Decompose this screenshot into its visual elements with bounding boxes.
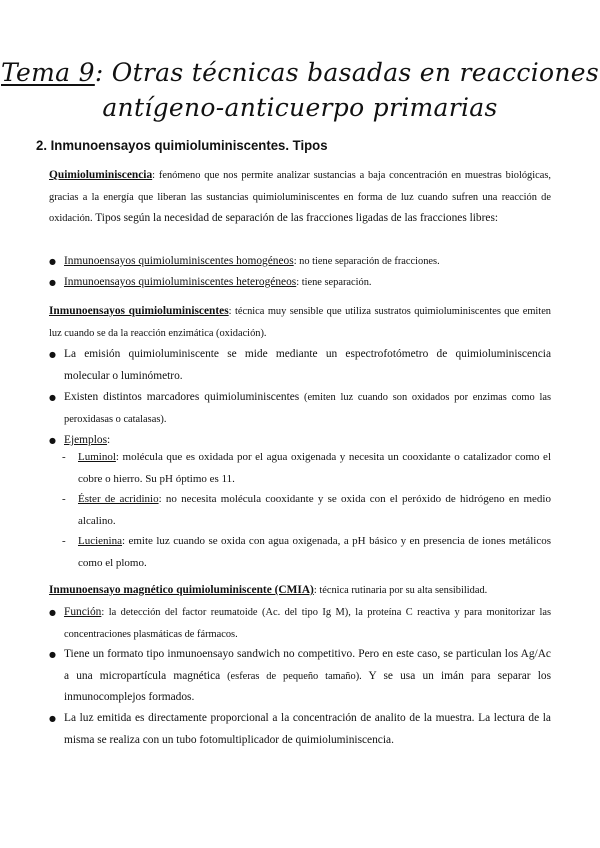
- dash-icon: -: [62, 451, 66, 463]
- bullet-icon: ●: [49, 714, 56, 723]
- sub-list-item: [62, 447, 551, 490]
- dash-icon: -: [62, 535, 66, 547]
- term-inmunoensayos: Inmunoensayos quimioluminiscentes: [49, 305, 229, 317]
- paragraph-cmia: [49, 580, 551, 602]
- section-heading: 2. Inmunoensayos quimioluminiscentes. Tipos: [36, 137, 328, 153]
- list-item-text: :: [107, 434, 111, 446]
- list-item-term: Función: [64, 606, 102, 618]
- list-item-text: (emiten luz cuando son oxidados por enzimas como las peroxidasas o catalasas).: [64, 392, 551, 425]
- list-item-term: Inmunoensayos quimioluminiscentes heterogéneos: [64, 276, 297, 288]
- bullet-icon: ●: [49, 257, 56, 266]
- term-cmia: Inmunoensayo magnético quimioluminiscente (CMIA): [49, 584, 314, 596]
- list-item-text: Tiene un formato tipo inmunoensayo sandwich no competitivo. Pero en este caso, se particulan los Ag/Ac a una micropartícula magnética: [64, 648, 551, 682]
- list-item: [49, 602, 551, 645]
- list-item-text: (esferas de pequeño tamaño).: [220, 670, 362, 682]
- list-item: [49, 344, 551, 387]
- list-item: [49, 644, 551, 709]
- bullet-icon: ●: [49, 278, 56, 287]
- bullet-icon: ●: [49, 350, 56, 359]
- sub-list-item-term: Éster de acridinio: [78, 493, 159, 505]
- dash-icon: -: [62, 493, 66, 505]
- paragraph-text: Tipos según la necesidad de separación de las fracciones ligadas de las fracciones libres:: [92, 212, 499, 224]
- list-item-text: Y se usa un imán para separar los inmunocomplejos formados.: [64, 669, 551, 703]
- list-item: [49, 251, 551, 273]
- title-line-1-rest: : Otras técnicas basadas en reacciones: [94, 58, 599, 87]
- list-item-text: : no tiene separación de fracciones.: [293, 256, 440, 267]
- sub-list-item-term: Luminol: [78, 451, 116, 463]
- paragraph-text: : técnica rutinaria por su alta sensibilidad.: [313, 585, 488, 596]
- page-title-line-2: antígeno-anticuerpo primarias: [102, 93, 498, 122]
- list-item: [49, 272, 551, 294]
- paragraph-text: : fenómeno que nos permite analizar sustancias a baja concentración en muestras biológicas, gracias a la energía que liberan las sustancias quimioluminiscentes en forma de luz cuando sufren una reacción de oxidación.: [49, 170, 551, 224]
- list-item-text: : la detección del factor reumatoide (Ac. del tipo Ig M), la proteína C reactiva y para monitorizar las concentraciones plasmáticas de fármacos.: [64, 607, 551, 640]
- list-item-term: Inmunoensayos quimioluminiscentes homogéneos: [64, 255, 294, 267]
- bullet-icon: ●: [49, 436, 56, 445]
- bullet-icon: ●: [49, 393, 56, 402]
- sub-list-item: [62, 489, 551, 532]
- sub-list-item-text: : emite luz cuando se oxida con agua oxigenada, a pH básico y en presencia de iones metálicos como el plomo.: [78, 535, 551, 569]
- paragraph-quimioluminiscencia: [49, 165, 551, 230]
- title-prefix: Tema 9: [1, 58, 95, 87]
- list-item-text: Existen distintos marcadores quimioluminiscentes: [64, 391, 300, 403]
- sub-list-item: [62, 531, 551, 574]
- list-item-term: Ejemplos: [64, 434, 108, 446]
- bullet-icon: ●: [49, 608, 56, 617]
- list-item-text: La luz emitida es directamente proporcional a la concentración de analito de la muestra. La lectura de la misma se realiza con un tubo fotomultiplicador de quimioluminiscencia.: [64, 712, 551, 746]
- list-item: [49, 708, 551, 751]
- term-quimioluminiscencia: Quimioluminiscencia: [49, 169, 153, 181]
- paragraph-inmunoensayos: [49, 301, 551, 344]
- page-title-line-1: [0, 58, 600, 87]
- list-item: [49, 387, 551, 430]
- list-item-text: : tiene separación.: [296, 277, 372, 288]
- list-item-text: La emisión quimioluminiscente se mide mediante un espectrofotómetro de quimioluminiscencia molecular o luminómetro.: [64, 348, 551, 382]
- paragraph-text: : técnica muy sensible que utiliza sustratos quimioluminiscentes que emiten luz cuando se da la reacción enzimática (oxidación).: [49, 306, 552, 339]
- sub-list-item-text: : no necesita molécula cooxidante y se oxida con el peróxido de hidrógeno en medio alcalino.: [78, 493, 551, 527]
- sub-list-item-term: Lucienina: [78, 535, 122, 547]
- sub-list-item-text: : molécula que es oxidada por el agua oxigenada y necesita un cooxidante o catalizador como el cobre o hierro. Su pH óptimo es 11.: [78, 451, 551, 485]
- bullet-icon: ●: [49, 650, 56, 659]
